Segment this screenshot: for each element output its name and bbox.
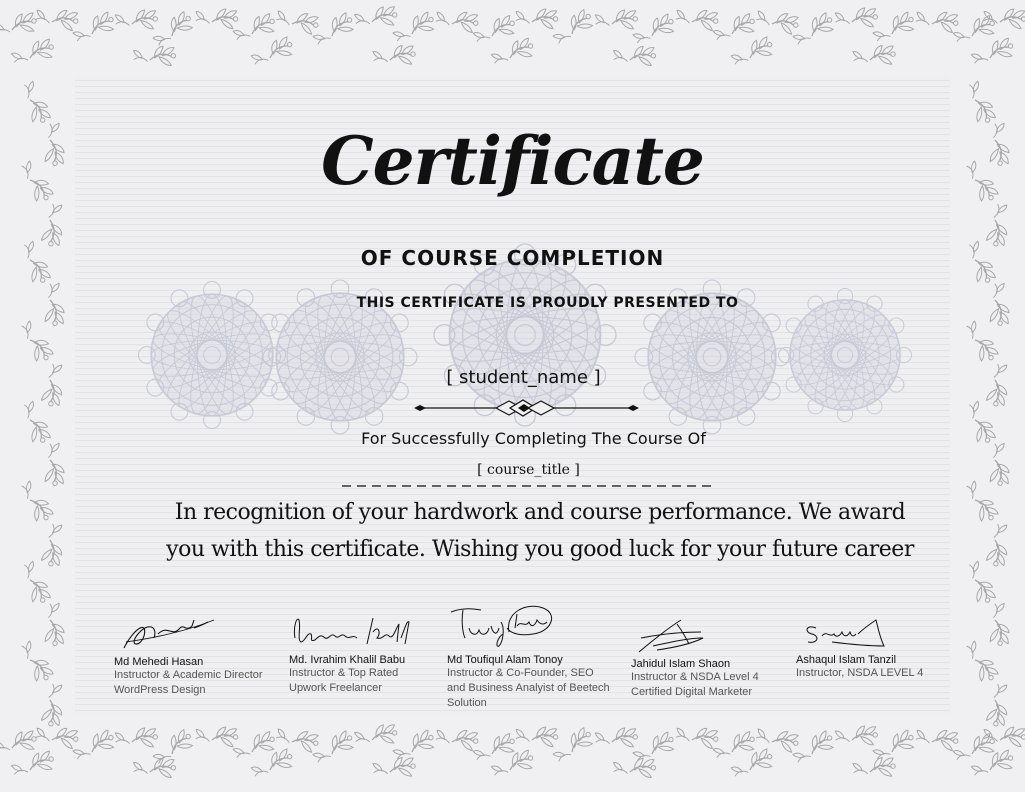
signatory-role-line: and Business Analyist of Beetech (447, 682, 610, 694)
signatory-5 (796, 598, 923, 681)
course-title: [ course_title ] (477, 462, 580, 478)
signatory-name: Md Mehedi Hasan (114, 656, 204, 668)
signature-samir (796, 598, 906, 654)
signature-jahidul (631, 598, 731, 658)
signatory-role-line: Instructor, NSDA LEVEL 4 (796, 667, 924, 679)
signatory-4 (631, 598, 759, 700)
signatory-role-line: Instructor & Co-Founder, SEO (447, 667, 594, 679)
signatory-role-line: Instructor & NSDA Level 4 (631, 671, 759, 683)
signatory-1 (114, 598, 263, 698)
signatory-2 (289, 598, 419, 696)
signatory-name: Md. Ivrahim Khalil Babu (289, 654, 406, 666)
signature-ivrahim (289, 598, 419, 654)
dashed-rule (342, 484, 717, 488)
recognition-text: In recognition of your hardwork and course performance. We award you with this certificate. Wishing you good luck for your future career (166, 500, 914, 562)
certificate-subtitle: OF COURSE COMPLETION (360, 246, 665, 270)
signatory-role-line: Instructor & Academic Director (114, 669, 263, 681)
certificate-title: Certificate (321, 122, 704, 200)
signatory-role-line: WordPress Design (114, 684, 206, 696)
student-name: [ student_name ] (446, 367, 601, 388)
signatory-3 (447, 598, 610, 711)
signatory-name: Md Toufiqul Alam Tonoy (447, 654, 563, 666)
signatory-role-line: Instructor & Top Rated (289, 667, 399, 679)
completing-text: For Successfully Completing The Course Of (361, 429, 706, 448)
signatory-name: Ashaqul Islam Tanzil (796, 654, 897, 666)
signature-mehedi (114, 598, 224, 656)
signatory-role-line: Certified Digital Marketer (631, 686, 753, 698)
signatory-role-line: Upwork Freelancer (289, 682, 382, 694)
presented-to-heading: THIS CERTIFICATE IS PROUDLY PRESENTED TO (356, 295, 739, 311)
signatory-role-line: Solution (447, 697, 487, 709)
signature-toufiq (447, 598, 567, 654)
signatory-name: Jahidul Islam Shaon (631, 658, 731, 670)
ornament-divider (414, 397, 639, 419)
